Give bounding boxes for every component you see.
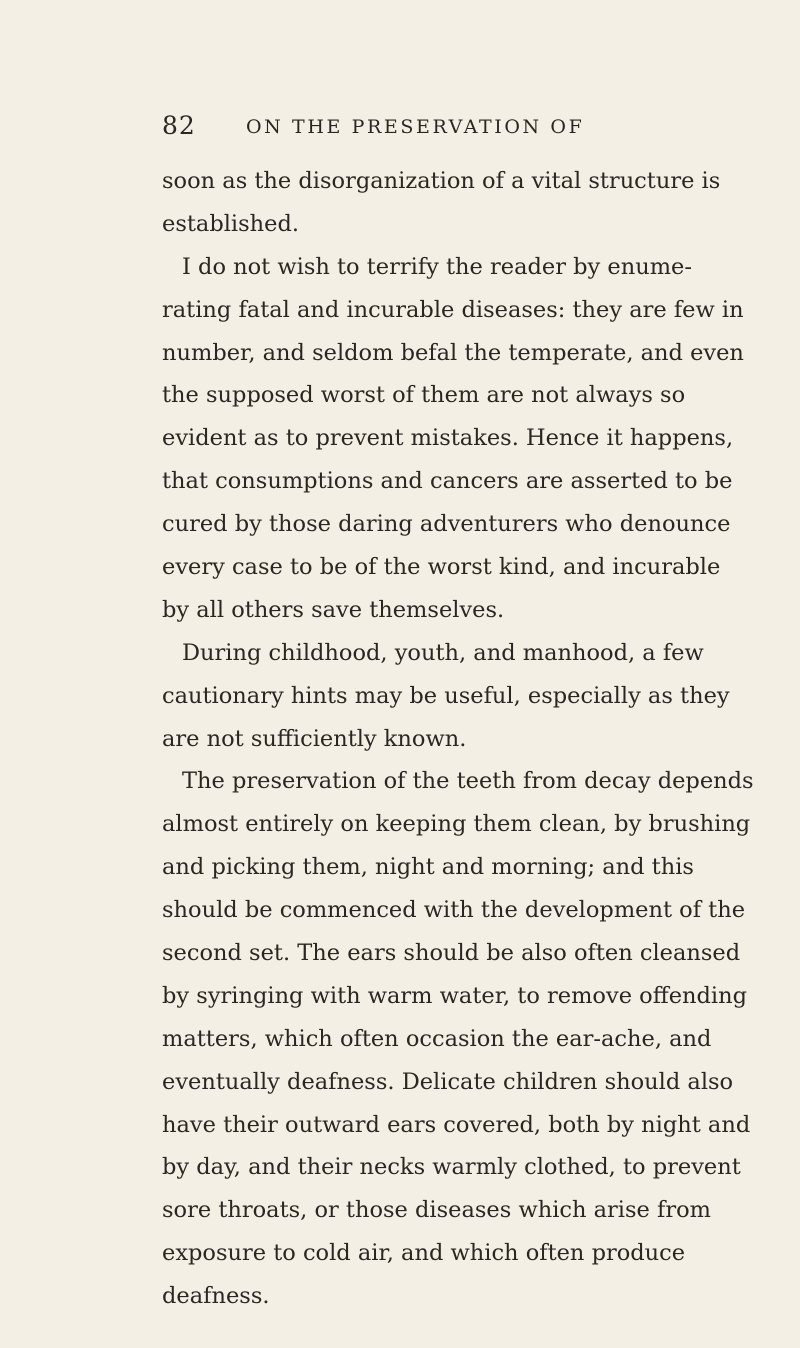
text-line: exposure to cold air, and which often produce (162, 1240, 686, 1267)
text-line: the supposed worst of them are not always so (162, 382, 686, 409)
text-line: matters, which often occasion the ear-ache, and (162, 1025, 712, 1052)
text-line: by syringing with warm water, to remove offending (162, 982, 747, 1009)
text-line: I do not wish to terrify the reader by enume- (182, 253, 692, 280)
text-line: eventually deafness. Delicate children should also (162, 1068, 734, 1095)
text-line: by day, and their necks warmly clothed, to prevent (162, 1154, 741, 1181)
page-header (162, 112, 632, 140)
text-line: and picking them, night and morning; and this (162, 854, 694, 881)
running-title: ON THE PRESERVATION OF (246, 116, 585, 138)
text-line: should be commenced with the development of the (162, 897, 746, 924)
text-line: every case to be of the worst kind, and incurable (162, 554, 721, 581)
text-line: by all others save themselves. (162, 596, 505, 623)
text-line: During childhood, youth, and manhood, a few (182, 639, 704, 666)
text-line: soon as the disorganization of a vital structure is (162, 168, 721, 194)
text-line: cautionary hints may be useful, especially as they (162, 682, 730, 709)
text-line: rating fatal and incurable diseases: they are few in (162, 296, 744, 323)
text-line: almost entirely on keeping them clean, by brushing (162, 811, 751, 838)
body-text (162, 160, 754, 1318)
text-line: have their outward ears covered, both by night and (162, 1111, 751, 1138)
text-line: sore throats, or those diseases which arise from (162, 1197, 711, 1224)
text-line: established. (162, 210, 300, 237)
text-line: cured by those daring adventurers who denounce (162, 511, 731, 538)
text-line: deafness. (162, 1283, 270, 1310)
text-line: that consumptions and cancers are asserted to be (162, 468, 733, 495)
text-line: evident as to prevent mistakes. Hence it happens, (162, 425, 734, 452)
text-line: The preservation of the teeth from decay depends (182, 768, 754, 795)
text-line: are not sufficiently known. (162, 725, 467, 752)
page-number: 82 (162, 111, 196, 140)
text-line: second set. The ears should be also often cleansed (162, 940, 741, 967)
text-line: number, and seldom befal the temperate, and even (162, 339, 744, 366)
